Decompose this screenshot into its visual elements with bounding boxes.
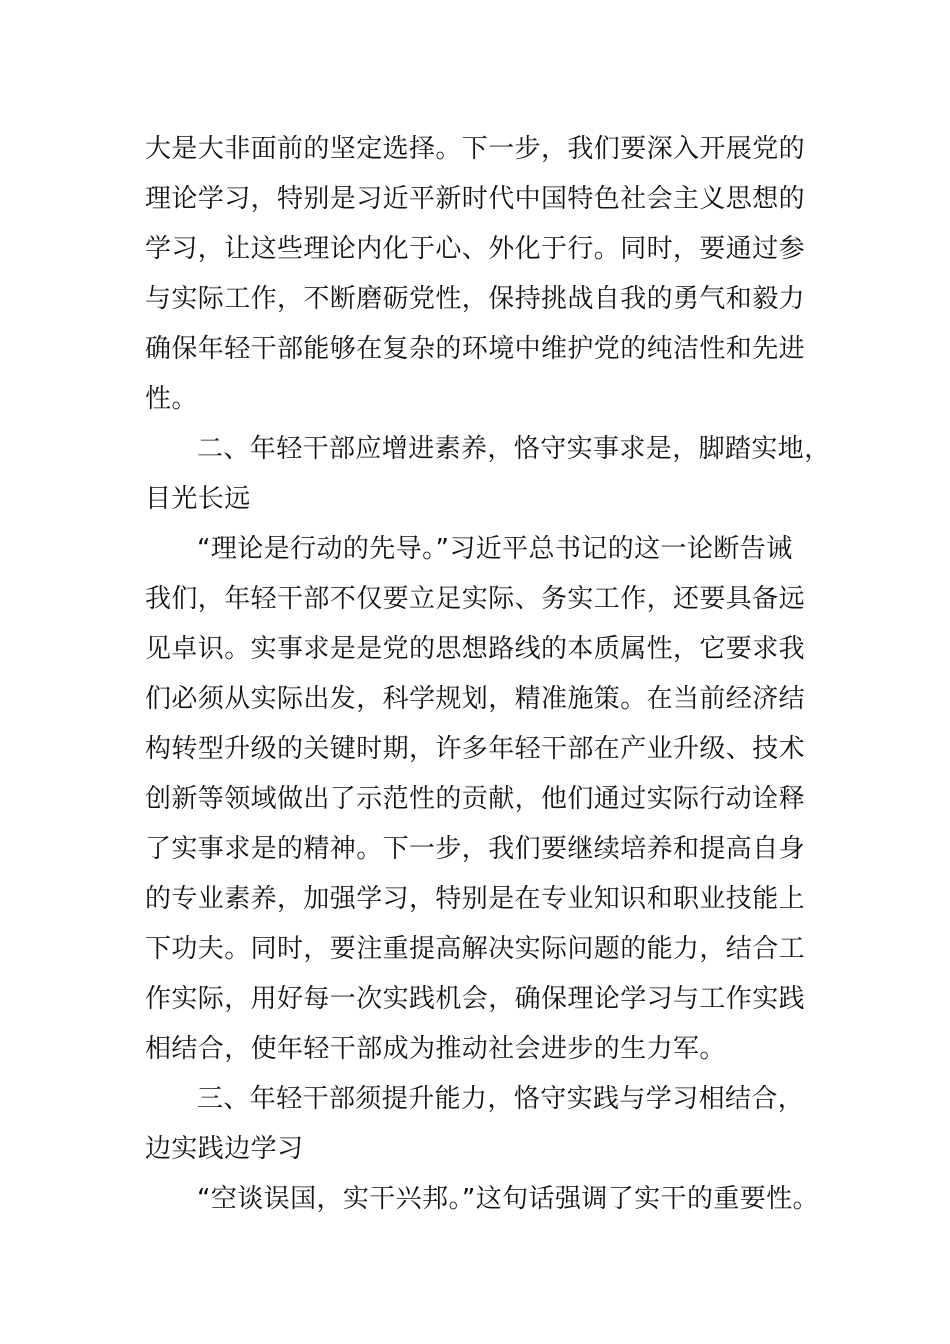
paragraph-line: 理论学习，特别是习近平新时代中国特色社会主义思想的 — [145, 184, 806, 214]
paragraph-line: 性。 — [145, 384, 198, 414]
paragraph-line: 我们，年轻干部不仅要立足实际、务实工作，还要具备远 — [145, 584, 806, 614]
section-heading-2: 二、年轻干部应增进素养，恪守实事求是，脚踏实地， — [197, 434, 831, 464]
paragraph-line: 作实际，用好每一次实践机会，确保理论学习与工作实践 — [145, 984, 806, 1014]
paragraph-line: “空谈误国，实干兴邦。”这句话强调了实干的重要性。 — [197, 1184, 819, 1214]
paragraph-line: 了实事求是的精神。下一步，我们要继续培养和提高自身 — [145, 834, 806, 864]
paragraph-line: 大是大非面前的坚定选择。下一步，我们要深入开展党的 — [145, 134, 806, 164]
paragraph-line: 学习，让这些理论内化于心、外化于行。同时，要通过参 — [145, 234, 806, 264]
document-body — [145, 124, 845, 1224]
paragraph-line: 与实际工作，不断磨砺党性，保持挑战自我的勇气和毅力 — [145, 284, 806, 314]
paragraph-line: 创新等领域做出了示范性的贡献，他们通过实际行动诠释 — [145, 784, 806, 814]
paragraph-line: 相结合，使年轻干部成为推动社会进步的生力军。 — [145, 1034, 726, 1064]
paragraph-line: 的专业素养，加强学习，特别是在专业知识和职业技能上 — [145, 884, 806, 914]
section-heading-2-cont: 目光长远 — [145, 484, 251, 514]
paragraph-line: “理论是行动的先导。”习近平总书记的这一论断告诫 — [197, 534, 793, 564]
paragraph-line: 下功夫。同时，要注重提高解决实际问题的能力，结合工 — [145, 934, 806, 964]
paragraph-line: 见卓识。实事求是是党的思想路线的本质属性，它要求我 — [145, 634, 806, 664]
paragraph-line: 确保年轻干部能够在复杂的环境中维护党的纯洁性和先进 — [145, 334, 806, 364]
paragraph-line: 构转型升级的关键时期，许多年轻干部在产业升级、技术 — [145, 734, 806, 764]
paragraph-line: 们必须从实际出发，科学规划，精准施策。在当前经济结 — [145, 684, 806, 714]
section-heading-3: 三、年轻干部须提升能力，恪守实践与学习相结合， — [197, 1084, 805, 1114]
section-heading-3-cont: 边实践边学习 — [145, 1134, 304, 1164]
